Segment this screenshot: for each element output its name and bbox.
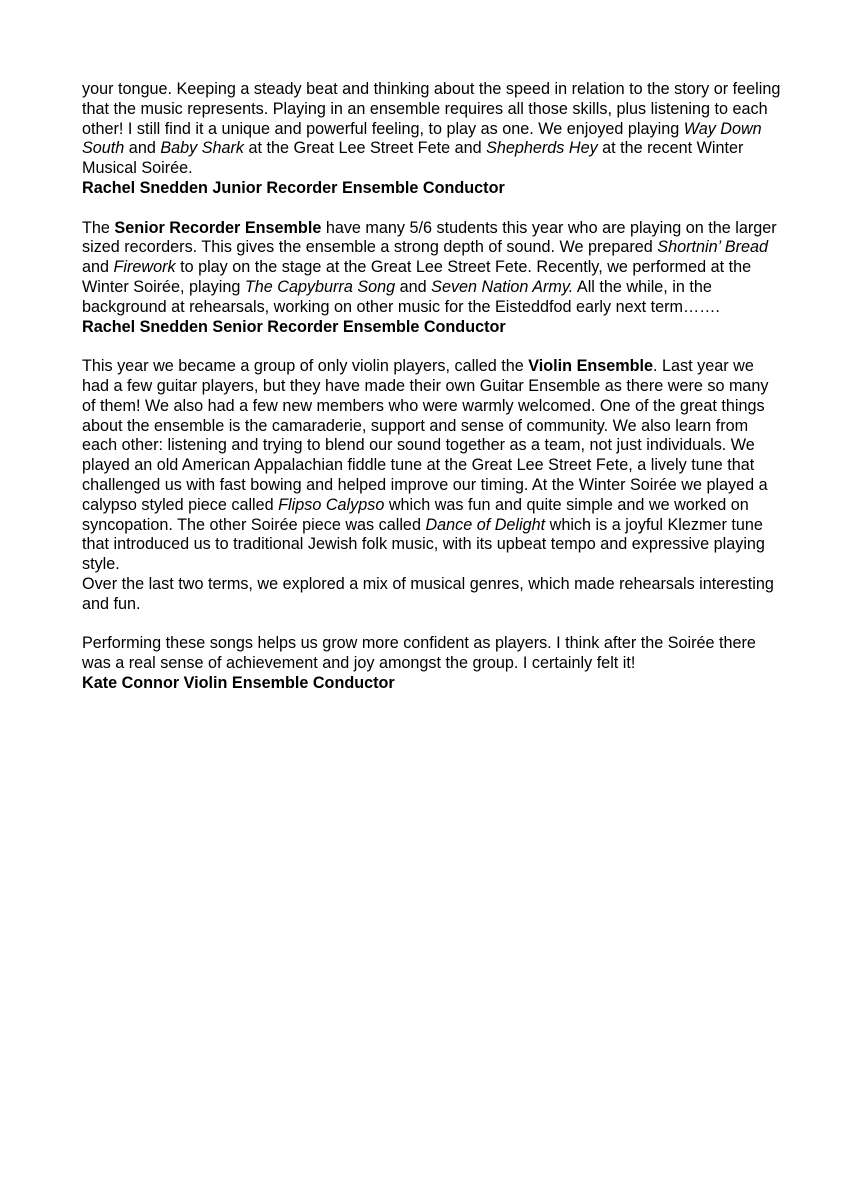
text-run: your tongue. Keeping a steady beat and thinking about the speed in relation to the story or feeling that the music represents. Playing in an ensemble requires all those skills, plus listening to each other! I still find it a unique and powerful feeling, to play as one. We enjoyed playing	[82, 80, 781, 138]
violin-paragraph-1	[82, 357, 782, 575]
text-run: This year we became a group of only violin players, called the	[82, 357, 529, 376]
song-title-way-down-south: Way Down South	[82, 119, 762, 158]
spacer	[82, 615, 782, 635]
senior-recorder-paragraph	[82, 219, 782, 318]
text-run: . Last year we had a few guitar players, but they have made their own Guitar Ensemble as there were so many of them! We also had a few new members who were warmly welcomed. One of the great things about the ensemble is the camaraderie, support and sense of community. We also learn from each other: listening and trying to blend our sound together as a team, not just individuals. We played an old American Appalachian fiddle tune at the Great Lee Street Fete, a lively tune that challenged us with fast bowing and helped improve our timing. At the Winter Soirée we played a calypso styled piece called	[82, 357, 769, 514]
violin-paragraph-2: Over the last two terms, we explored a mix of musical genres, which made rehearsals interesting and fun.	[82, 574, 774, 613]
senior-recorder-section	[82, 219, 782, 338]
ensemble-name-violin: Violin Ensemble	[528, 357, 654, 376]
song-title-seven-nation-army: Seven Nation Army.	[431, 277, 574, 296]
song-title-shortnin-bread: Shortnin’ Bread	[657, 238, 768, 257]
violin-signature: Kate Connor Violin Ensemble Conductor	[82, 673, 395, 692]
text-run: which was fun and quite simple and we worked on syncopation. The other Soirée piece was called	[82, 495, 749, 534]
text-run: at the recent Winter Musical Soirée.	[82, 139, 744, 178]
text-run: which is a joyful Klezmer tune that introduced us to traditional Jewish folk music, with its upbeat tempo and expressive playing style.	[82, 515, 765, 574]
text-run: at the Great Lee Street Fete and	[244, 139, 487, 158]
junior-recorder-section	[82, 80, 782, 199]
document-page	[82, 80, 782, 694]
text-run: and	[124, 139, 161, 158]
violin-section	[82, 357, 782, 694]
spacer	[82, 337, 782, 357]
ensemble-name-senior-recorder: Senior Recorder Ensemble	[114, 218, 322, 237]
song-title-capyburra-song: The Capyburra Song	[244, 277, 396, 296]
song-title-flipso-calypso: Flipso Calypso	[278, 495, 385, 514]
spacer	[82, 199, 782, 219]
song-title-dance-of-delight: Dance of Delight	[425, 515, 546, 534]
text-run: to play on the stage at the Great Lee Street Fete. Recently, we performed at the Winter Soirée, playing	[82, 258, 752, 296]
text-run: All the while, in the background at rehearsals, working on other music for the Eisteddfod early next term…….	[82, 277, 720, 316]
song-title-baby-shark: Baby Shark	[160, 139, 245, 158]
senior-recorder-signature: Rachel Snedden Senior Recorder Ensemble Conductor	[82, 317, 506, 336]
violin-paragraph-3: Performing these songs helps us grow more confident as players. I think after the Soirée there was a real sense of achievement and joy amongst the group. I certainly felt it!	[82, 634, 756, 673]
text-run: and	[395, 277, 432, 296]
song-title-firework: Firework	[113, 258, 176, 277]
song-title-shepherds-hey: Shepherds Hey	[486, 139, 598, 158]
text-run: The	[82, 218, 115, 237]
text-run: and	[82, 258, 114, 277]
text-run: have many 5/6 students this year who are playing on the larger sized recorders. This gives the ensemble a strong depth of sound. We prepared	[82, 218, 777, 257]
junior-recorder-signature: Rachel Snedden Junior Recorder Ensemble Conductor	[82, 178, 505, 197]
junior-recorder-paragraph	[82, 80, 782, 179]
